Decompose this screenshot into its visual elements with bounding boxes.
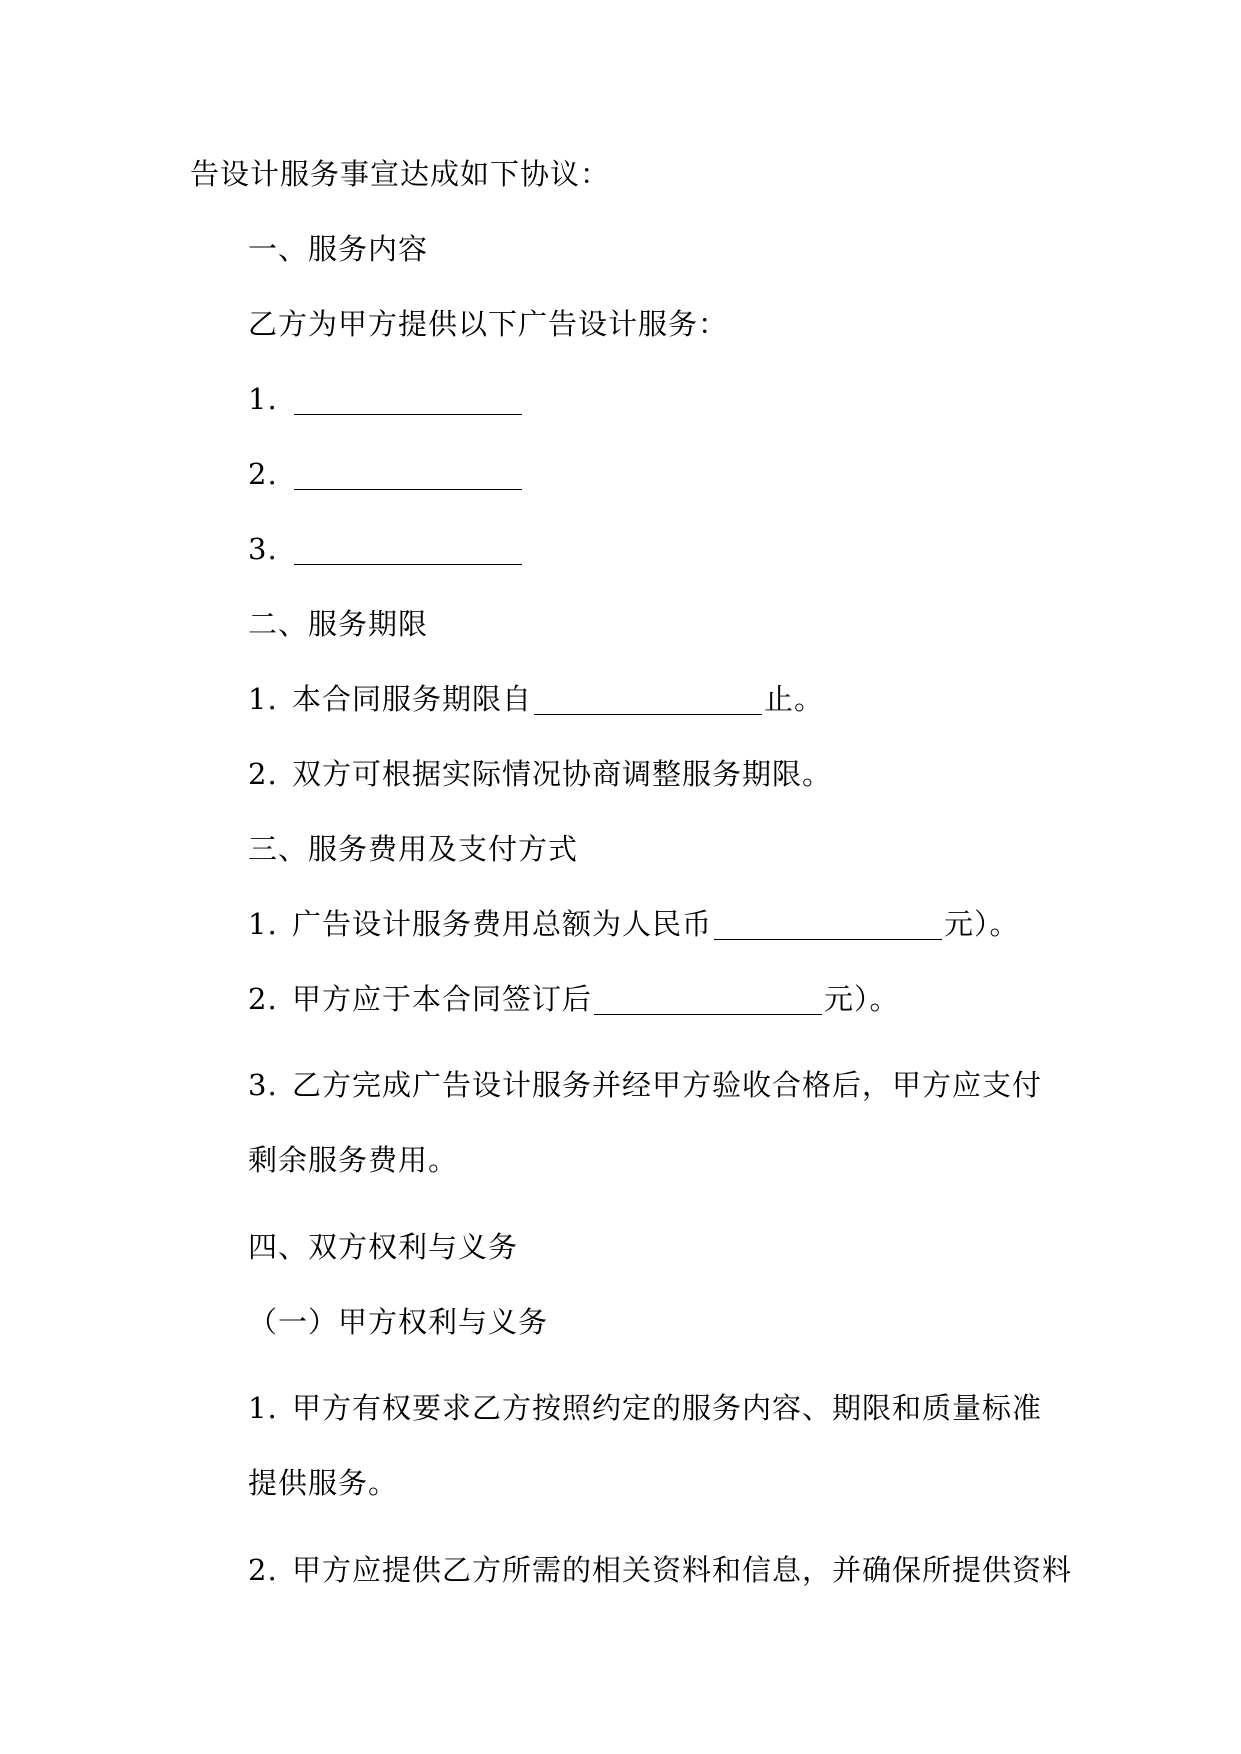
clause-party-a-right <box>190 1371 1050 1521</box>
clause-fee-remainder <box>190 1048 1050 1198</box>
section-heading-text: 三、服务费用及支付方式 <box>248 832 579 866</box>
clause-text: 广告设计服务费用总额为人民币 <box>292 907 713 941</box>
fill-in-blank[interactable] <box>294 532 522 565</box>
list-number: 2. <box>248 757 278 791</box>
section-heading-service-term <box>190 598 1050 673</box>
clause-suffix: 止。 <box>764 682 825 716</box>
clause-suffix: 元）。 <box>944 907 1020 941</box>
fill-in-blank[interactable] <box>294 382 522 415</box>
clause-suffix: 元）。 <box>824 982 900 1016</box>
clause-text: 甲方有权要求乙方按照约定的服务内容、期限和质量标准提供服务。 <box>248 1391 1043 1500</box>
list-item-service-3 <box>190 523 1050 598</box>
clause-fee-total <box>190 898 1050 973</box>
list-number: 3. <box>248 1068 278 1102</box>
list-number: 3. <box>248 532 278 566</box>
clause-text: 双方可根据实际情况协商调整服务期限。 <box>292 757 833 791</box>
section-heading-text: 四、双方权利与义务 <box>248 1230 519 1264</box>
document-body <box>190 148 1073 1619</box>
list-number: 2. <box>248 457 278 491</box>
section-heading-text: 一、服务内容 <box>248 232 429 266</box>
fill-in-blank[interactable] <box>714 907 942 940</box>
section-heading-text: 二、服务期限 <box>248 607 429 641</box>
list-number: 1. <box>248 907 278 941</box>
list-number: 1. <box>248 682 278 716</box>
fill-in-blank[interactable] <box>294 457 522 490</box>
paragraph-text: 告设计服务事宣达成如下协议： <box>190 157 611 191</box>
fill-in-blank[interactable] <box>594 982 822 1015</box>
paragraph-intro <box>190 148 1050 223</box>
list-number: 1. <box>248 1391 278 1425</box>
clause-text: 本合同服务期限自 <box>292 682 533 716</box>
subsection-heading-text: （一）甲方权利与义务 <box>248 1305 549 1339</box>
paragraph-service-list-intro <box>190 298 1050 373</box>
list-item-service-2 <box>190 448 1050 523</box>
clause-fee-advance <box>190 973 1050 1048</box>
list-number: 1. <box>248 382 278 416</box>
clause-text: 甲方应提供乙方所需的相关资料和信息，并确保所提供资料 <box>292 1553 1073 1587</box>
section-heading-service-content <box>190 223 1050 298</box>
list-item-service-1 <box>190 373 1050 448</box>
clause-term-period <box>190 673 1050 748</box>
clause-party-a-duty <box>190 1544 1073 1619</box>
section-heading-fees <box>190 823 1050 898</box>
subsection-heading-party-a <box>190 1296 1050 1371</box>
fill-in-blank[interactable] <box>534 682 762 715</box>
section-heading-rights-obligations <box>190 1221 1050 1296</box>
clause-text: 甲方应于本合同签订后 <box>292 982 593 1016</box>
list-number: 2. <box>248 982 278 1016</box>
list-number: 2. <box>248 1553 278 1587</box>
paragraph-text: 乙方为甲方提供以下广告设计服务： <box>248 307 729 341</box>
clause-term-adjust <box>190 748 1050 823</box>
clause-text: 乙方完成广告设计服务并经甲方验收合格后，甲方应支付剩余服务费用。 <box>248 1068 1043 1177</box>
